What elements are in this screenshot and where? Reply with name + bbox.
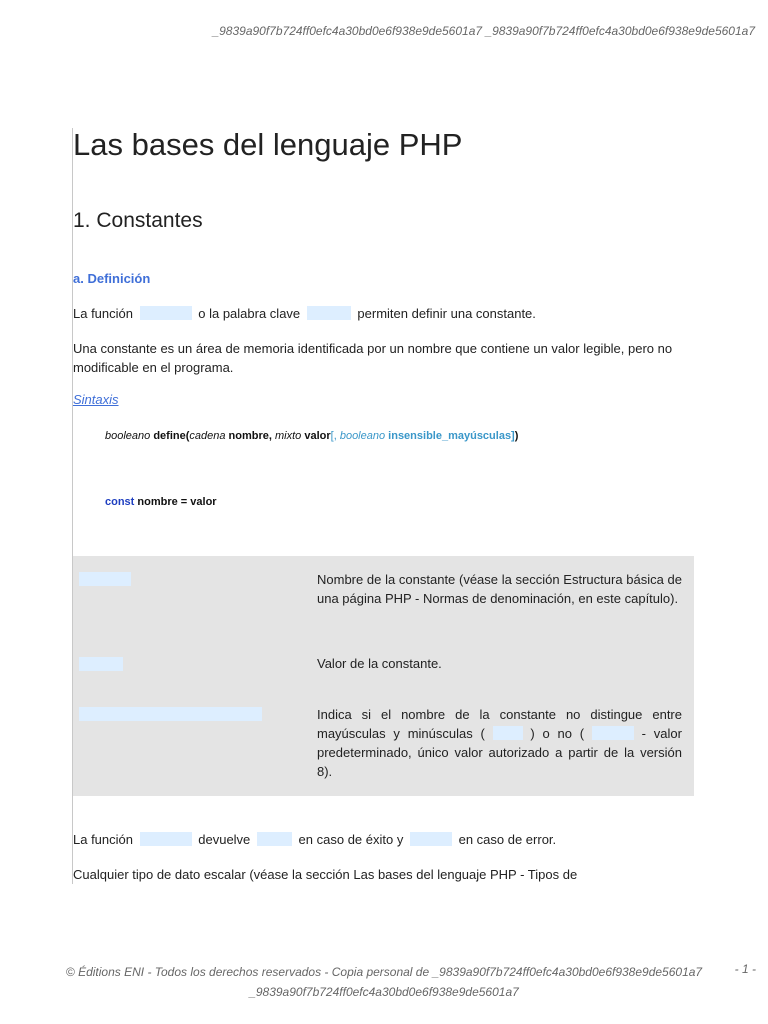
- code-token: [,: [330, 430, 340, 442]
- footer-copyright: [0, 962, 768, 1002]
- code-keyword: const: [105, 496, 135, 508]
- code-token: nombre,: [225, 430, 276, 442]
- text-span: La función: [73, 306, 133, 321]
- subsection-heading: a. Definición: [73, 271, 151, 286]
- paragraph-return-value: [73, 830, 695, 849]
- param-value-placeholder: [79, 657, 123, 671]
- code-token: booleano: [105, 430, 151, 442]
- code-token: insensible_mayúsculas]: [385, 430, 515, 442]
- param-name-description: Nombre de la constante (véase la sección Estructura básica de una página PHP - Normas de denominación, en este capítulo).: [317, 572, 682, 606]
- syntax-link[interactable]: Sintaxis: [73, 392, 119, 407]
- code-highlight-define: [140, 832, 192, 846]
- code-highlight-const: [307, 306, 351, 320]
- paragraph-define-intro: [73, 304, 695, 323]
- code-token: cadena: [189, 430, 226, 442]
- footer-line: © Éditions ENI - Todos los derechos reservados - Copia personal de _9839a90f7b724ff0efc4a30bd0e6f938e9de5601a7: [65, 965, 703, 979]
- param-insensitive-placeholder: [79, 707, 262, 721]
- text-span: o la palabra clave: [198, 306, 301, 321]
- page-title: Las bases del lenguaje PHP: [73, 127, 463, 162]
- code-token: valor: [301, 430, 331, 442]
- code-highlight-false: [592, 726, 634, 740]
- text-span: en caso de éxito y: [298, 832, 404, 847]
- code-token: booleano: [339, 430, 386, 442]
- param-name-placeholder: [79, 572, 131, 586]
- paragraph-scalar-types: Cualquier tipo de dato escalar (véase la sección Las bases del lenguaje PHP - Tipos de: [73, 867, 578, 882]
- parameters-table: [73, 556, 694, 796]
- text-span: devuelve: [198, 832, 251, 847]
- section-heading: 1. Constantes: [73, 209, 203, 232]
- code-highlight-false: [410, 832, 452, 846]
- text-span: - valor predeterminado, único valor autorizado a partir de la versión 8).: [317, 726, 682, 779]
- param-insensitive-description: [317, 705, 682, 781]
- code-highlight-true: [257, 832, 292, 846]
- code-highlight-true: [493, 726, 523, 740]
- code-highlight-define: [140, 306, 192, 320]
- header-document-id: _9839a90f7b724ff0efc4a30bd0e6f938e9de5601a7 _9839a90f7b724ff0efc4a30bd0e6f938e9de5601a7: [212, 24, 755, 38]
- code-token: mixto: [275, 430, 302, 442]
- text-span: permiten definir una constante.: [357, 306, 536, 321]
- code-token: nombre = valor: [134, 496, 217, 508]
- code-syntax-define: [105, 430, 518, 442]
- text-span: Indica si el nombre de la constante no distingue entre mayúsculas y minúsculas (: [317, 707, 682, 741]
- text-span: en caso de error.: [458, 832, 557, 847]
- page-number: - 1 -: [734, 962, 756, 976]
- text-span: La función: [73, 832, 133, 847]
- code-syntax-const: [105, 496, 217, 508]
- param-value-description: Valor de la constante.: [317, 656, 442, 671]
- text-span: ) o no (: [530, 726, 585, 741]
- footer-line: _9839a90f7b724ff0efc4a30bd0e6f938e9de5601a7: [249, 985, 519, 999]
- paragraph-constant-description: Una constante es un área de memoria identificada por un nombre que contiene un valor legible, pero no modificable en el programa.: [73, 341, 673, 375]
- code-token: ): [514, 430, 519, 442]
- code-token: define(: [150, 430, 190, 442]
